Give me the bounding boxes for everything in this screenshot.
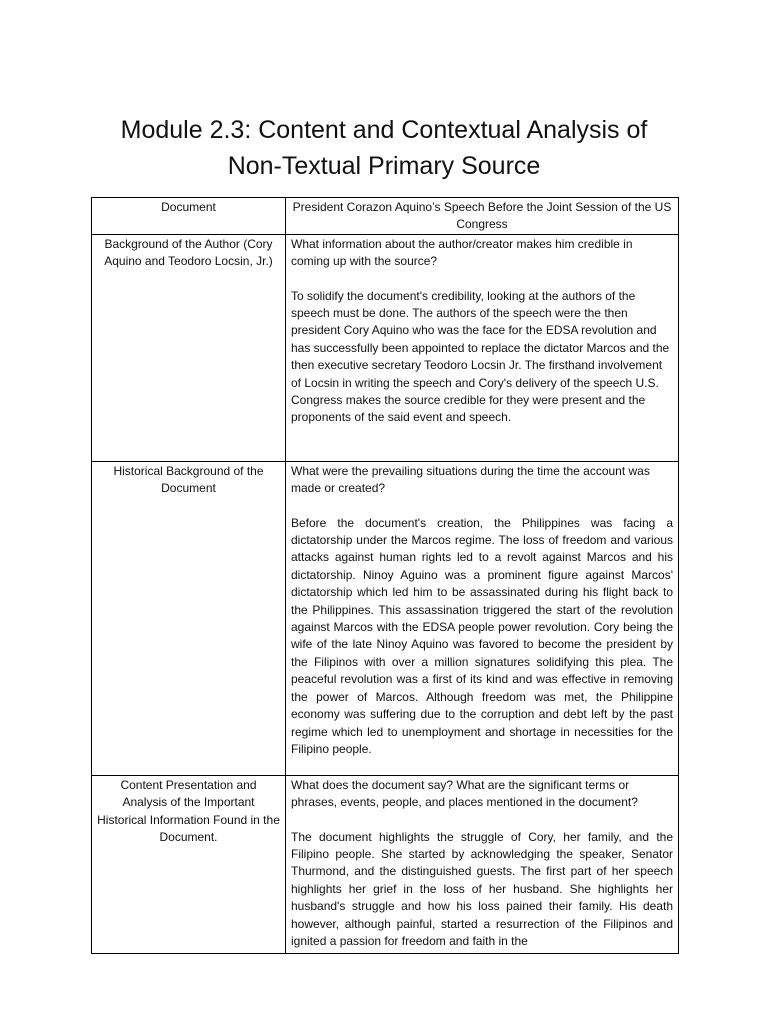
title-line-1: Module 2.3: Content and Contextual Analysis of	[120, 116, 648, 144]
analysis-table	[91, 197, 679, 954]
table-row	[92, 234, 679, 461]
guide-question: What were the prevailing situations during the time the account was made or created?	[291, 463, 650, 496]
header-speech-title-cell: President Corazon Aquino’s Speech Before the Joint Session of the US Congress	[286, 198, 679, 235]
row-content-author-background	[286, 234, 679, 461]
title-line-2: Non-Textual Primary Source	[227, 152, 541, 180]
row-label-historical-background: Historical Background of the Document	[92, 461, 286, 775]
answer-text: The document highlights the struggle of Cory, her family, and the Filipino people. She started by acknowledging the speaker, Senator Thurmond, and the distinguished guests. The first part of her speech highlights her grief in the loss of her husband. She highlights her husband's struggle and how his loss pained their family. His death however, although painful, started a resurrection of the Filipinos and ignited a passion for freedom and faith in the	[291, 829, 673, 949]
answer-text: Before the document's creation, the Philippines was facing a dictatorship under the Marcos regime. The loss of freedom and various attacks against human rights led to a revolt against Marcos and his dictatorship. Ninoy Aguino was a prominent figure against Marcos' dictatorship which led him to be assassinated during his flight back to the Philippines. This assassination triggered the start of the revolution against Marcos with the EDSA people power revolution. Cory being the wife of the late Ninoy Aquino was favored to become the president by the Filipinos with over a million signatures solidifying this plea. The peaceful revolution was a first of its kind and was effective in removing the power of Marcos. Although freedom was met, the Philippine economy was suffering due to the corruption and debt left by the past regime which led to unemployment and shortage in necessities for the Filipino people.	[291, 515, 673, 756]
guide-question: What does the document say? What are the significant terms or phrases, events, people, and places mentioned in the document?	[291, 777, 638, 810]
guide-question: What information about the author/creator makes him credible in coming up with the source?	[291, 236, 633, 269]
row-content-presentation	[286, 775, 679, 953]
row-content-historical-background	[286, 461, 679, 775]
page-title	[60, 112, 708, 184]
answer-text: To solidify the document's credibility, looking at the authors of the speech must be done. The authors of the speech were the then president Cory Aquino who was the face for the EDSA revolution and has successfully been appointed to replace the dictator Marcos and the then executive secretary Teodoro Locsin Jr. The firsthand involvement of Locsin in writing the speech and Cory's delivery of the speech U.S. Congress makes the source credible for they were present and the proponents of the said event and speech.	[291, 288, 670, 425]
header-document-cell: Document	[92, 198, 286, 235]
table-row	[92, 461, 679, 775]
table-row	[92, 775, 679, 953]
row-label-content-presentation: Content Presentation and Analysis of the Important Historical Information Found in the Document.	[92, 775, 286, 953]
table-header-row	[92, 198, 679, 235]
row-label-author-background: Background of the Author (Cory Aquino and Teodoro Locsin, Jr.)	[92, 234, 286, 461]
